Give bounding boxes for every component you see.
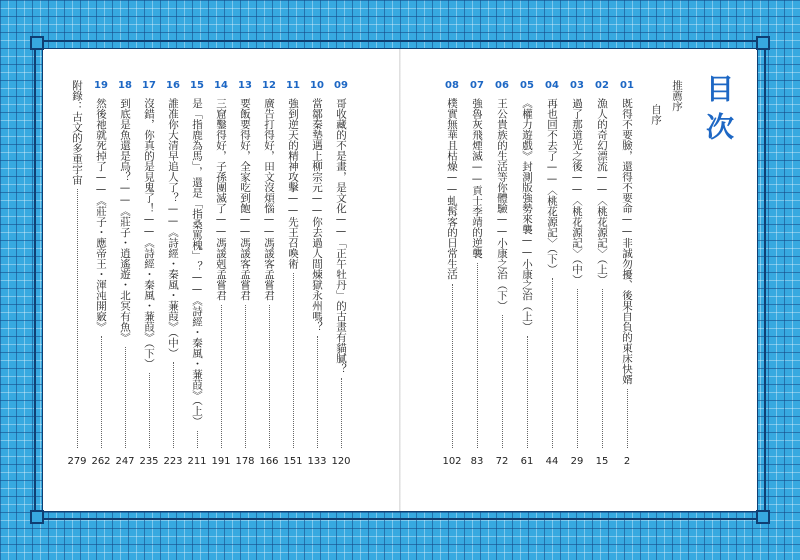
entry-number: 17: [142, 80, 156, 91]
leader-dots: [627, 389, 628, 449]
entry-page: 2: [623, 456, 631, 467]
toc-entry[interactable]: [189, 80, 205, 468]
entry-page: 262: [91, 456, 111, 467]
entry-title: 當鄒秦墊遇上柳宗元——你去過人間煉獄永州嗎？: [311, 98, 323, 332]
entry-number: 09: [334, 80, 348, 91]
corner-ornament: [30, 510, 44, 524]
entry-page: 247: [115, 456, 135, 467]
preface-label: 推薦序: [671, 80, 683, 112]
toc-entry[interactable]: [519, 80, 535, 468]
toc-entry[interactable]: [569, 80, 585, 468]
leader-dots: [552, 278, 553, 448]
entry-number: 05: [520, 80, 534, 91]
preface-label: 自序: [650, 104, 662, 125]
book-spine: [399, 49, 401, 511]
toc-entry[interactable]: [469, 80, 485, 468]
leader-dots: [477, 263, 478, 449]
entry-page: 83: [470, 456, 484, 467]
entry-page: 29: [570, 456, 584, 467]
entry-page: 133: [307, 456, 327, 467]
entry-page: 223: [163, 456, 183, 467]
corner-ornament: [30, 36, 44, 50]
leader-dots: [317, 336, 318, 448]
leader-dots: [602, 289, 603, 448]
entry-title: 既得不要臉，還得不要命——非誠勿擾、後果自負的東床快婿: [621, 98, 633, 385]
entry-title: 強到逆天的精神攻擊——先王召喚術: [287, 98, 299, 269]
entry-title: 樸實無華且枯燥——虬髯客的日常生活: [446, 98, 458, 280]
entry-number: 10: [310, 80, 324, 91]
entry-number: 14: [214, 80, 228, 91]
entry-number: 02: [595, 80, 609, 91]
entry-page: 102: [442, 456, 462, 467]
toc-entry[interactable]: [494, 80, 510, 468]
entry-title: 廣告打得好，田文沒煩惱——馮諼客孟嘗君: [263, 98, 275, 301]
entry-title: 哥收藏的不是畫，是文化——「正午牡丹」的古畫有貓膩？: [335, 98, 347, 374]
corner-ornament: [756, 510, 770, 524]
leader-dots: [527, 336, 528, 448]
toc-entry[interactable]: [544, 80, 560, 468]
entry-page: 211: [187, 456, 207, 467]
toc-entry[interactable]: [594, 80, 610, 468]
toc-entry[interactable]: [619, 80, 635, 468]
entry-page: 178: [235, 456, 255, 467]
entry-page: 279: [67, 456, 87, 467]
leader-dots: [245, 305, 246, 449]
entry-number: 13: [238, 80, 252, 91]
corner-ornament: [756, 36, 770, 50]
toc-entry[interactable]: [237, 80, 253, 468]
leader-dots: [77, 189, 78, 448]
leader-dots: [341, 378, 342, 448]
entry-title: 漁人的奇幻漂流——〈桃花源記〉（上）: [596, 98, 608, 285]
toc-entry[interactable]: [93, 80, 109, 468]
entry-title: 然後祂就死掉了——《莊子・應帝王・渾沌開竅》: [95, 98, 107, 332]
leader-dots: [452, 284, 453, 449]
toc-entry[interactable]: [285, 80, 301, 468]
entry-page: 120: [331, 456, 351, 467]
entry-number: 03: [570, 80, 584, 91]
entry-page: 191: [211, 456, 231, 467]
entry-title: 到底是魚還是鳥？——《莊子・逍遙遊・北冥有魚》: [119, 98, 131, 343]
entry-number: 19: [94, 80, 108, 91]
toc-entry[interactable]: [444, 80, 460, 468]
entry-title: 過了那道光之後——〈桃花源記〉（中）: [571, 98, 583, 285]
leader-dots: [125, 347, 126, 449]
entry-title: 附錄：古文的多重宇宙: [71, 80, 83, 185]
leader-dots: [149, 373, 150, 448]
entry-title: 《權力遊戲》封測版強勢來襲——小康之治（上）: [521, 98, 533, 332]
toc-entry[interactable]: [333, 80, 349, 468]
entry-number: 15: [190, 80, 204, 91]
entry-title: 沒錯，你真的是見鬼了！——《詩經・秦風・蒹葭》（下）: [143, 98, 155, 369]
leader-dots: [293, 273, 294, 448]
entry-page: 44: [545, 456, 559, 467]
toc-entry[interactable]: [261, 80, 277, 468]
entry-title: 是「指鹿為馬」，還是「指桑罵槐」？——《詩經・秦風・蒹葭》（上）: [191, 98, 203, 427]
leader-dots: [197, 431, 198, 449]
toc-entry[interactable]: [165, 80, 181, 468]
leader-dots: [269, 305, 270, 449]
entry-number: 04: [545, 80, 559, 91]
entry-title: 三窟鑿得好，子孫團滅了——馮諼剋孟嘗君: [215, 98, 227, 301]
entry-page: 72: [495, 456, 509, 467]
toc-entry[interactable]: [141, 80, 157, 468]
entry-page: 61: [520, 456, 534, 467]
entry-page: 235: [139, 456, 159, 467]
preface-item: [648, 104, 664, 492]
entry-number: 01: [620, 80, 634, 91]
entry-title: 再也回不去了——〈桃花源記〉（下）: [546, 98, 558, 275]
preface-item: [669, 80, 685, 468]
toc-entry[interactable]: [117, 80, 133, 468]
entry-page: 151: [283, 456, 303, 467]
leader-dots: [221, 305, 222, 449]
entry-page: 166: [259, 456, 279, 467]
entry-title: 要飯要得好，全家吃到飽——馮諼客孟嘗君: [239, 98, 251, 301]
entry-title: 強魯灰飛煙滅——貢士李靖的逆襲: [471, 98, 483, 259]
entry-title: 誰准你大清早追人了？——《詩經・秦風・蒹葭》（中）: [167, 98, 179, 359]
leader-dots: [173, 362, 174, 448]
toc-title: 目次: [702, 74, 735, 150]
entry-number: 07: [470, 80, 484, 91]
toc-entry[interactable]: [213, 80, 229, 468]
entry-number: 08: [445, 80, 459, 91]
entry-number: 16: [166, 80, 180, 91]
entry-title: 王公貴族的生活等你體驗——小康之治（下）: [496, 98, 508, 311]
toc-entry-appendix[interactable]: [69, 80, 85, 468]
entry-page: 15: [595, 456, 609, 467]
entry-number: 18: [118, 80, 132, 91]
toc-entry[interactable]: [309, 80, 325, 468]
entry-number: 12: [262, 80, 276, 91]
leader-dots: [101, 336, 102, 448]
entry-number: 11: [286, 80, 300, 91]
leader-dots: [502, 315, 503, 448]
entry-number: 06: [495, 80, 509, 91]
leader-dots: [577, 289, 578, 448]
